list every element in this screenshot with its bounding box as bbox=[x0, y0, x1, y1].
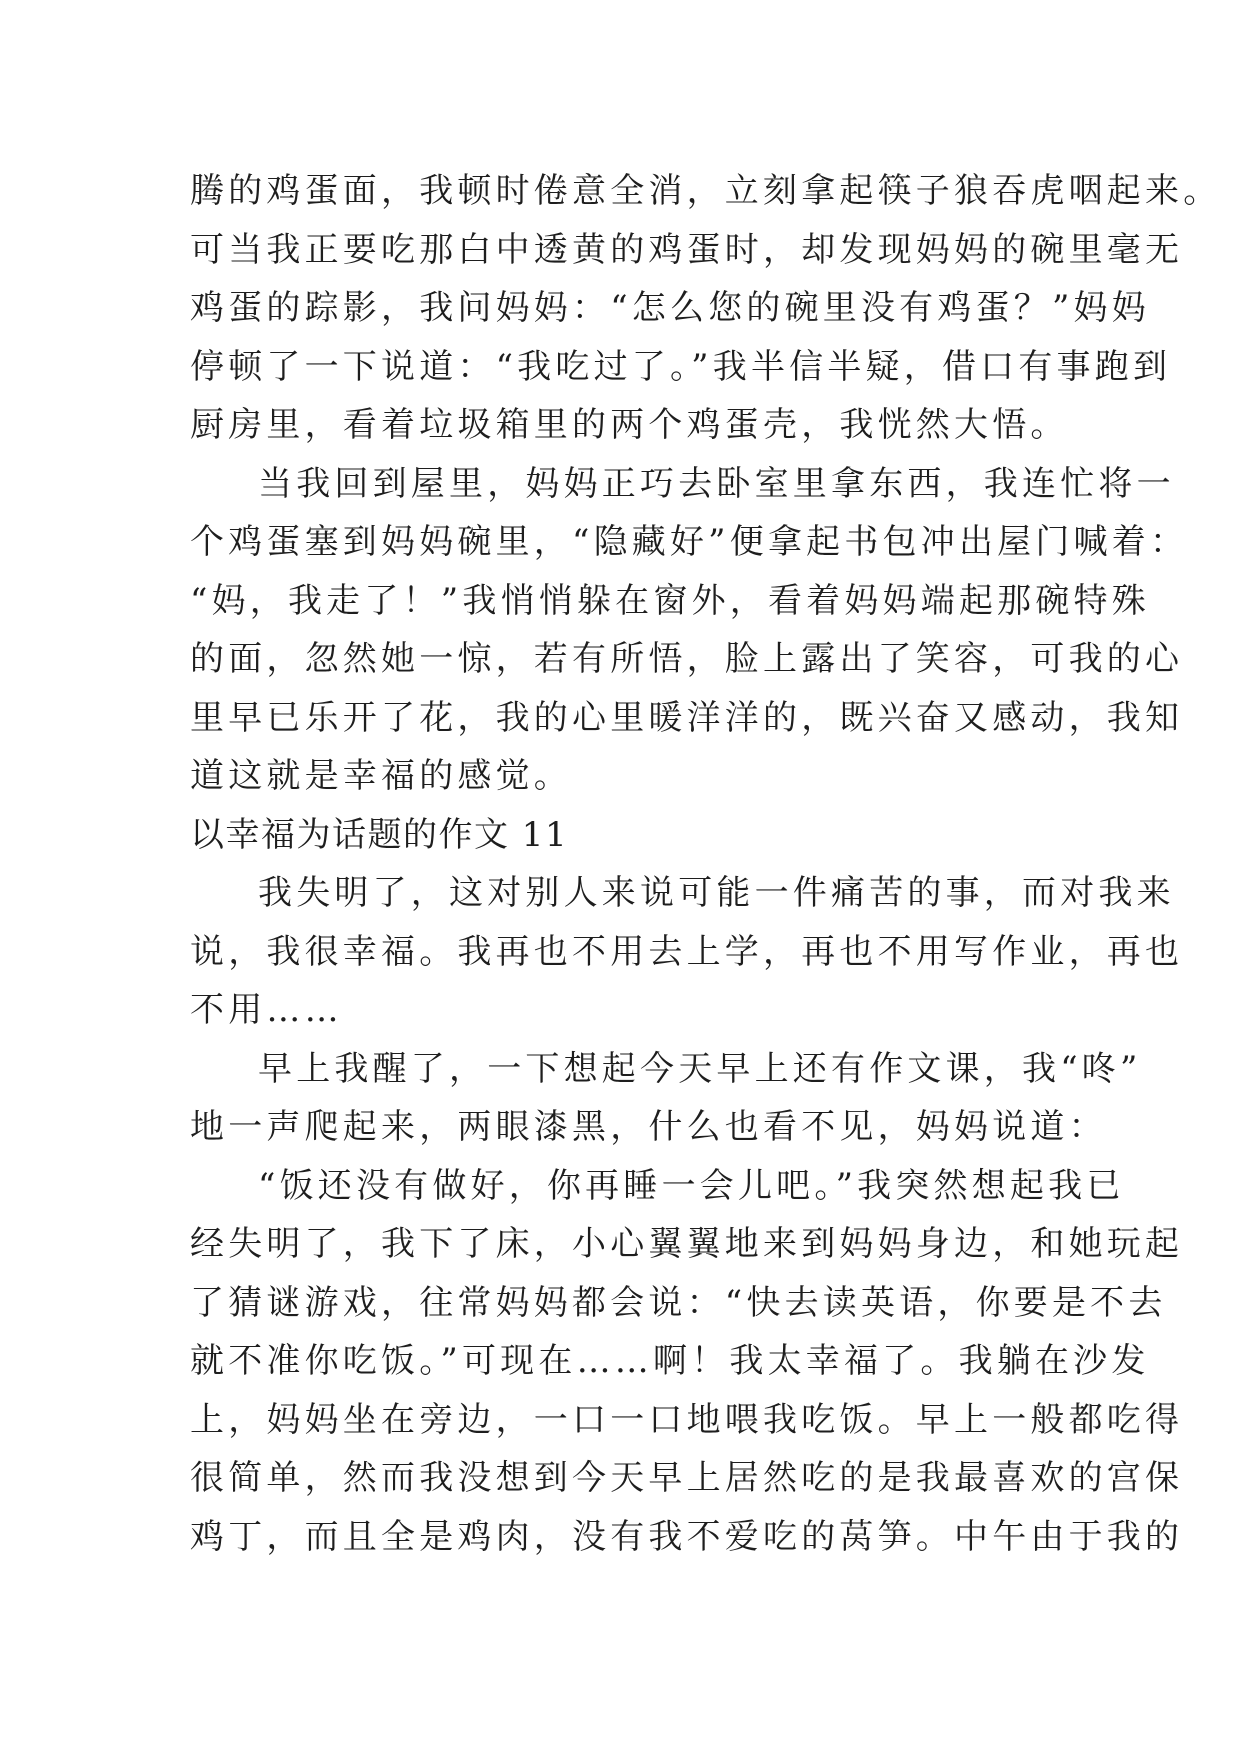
text-line: 说，我很幸福。我再也不用去上学，再也不用写作业，再也 bbox=[190, 931, 1184, 972]
paragraph-start-line: 早上我醒了，一下想起今天早上还有作文课，我“咚” bbox=[258, 1048, 1142, 1089]
text-line: 道这就是幸福的感觉。 bbox=[190, 756, 572, 796]
text-line: 了猜谜游戏，往常妈妈都会说：“快去读英语，你要是不去 bbox=[190, 1282, 1167, 1323]
text-line: 上，妈妈坐在旁边，一口一口地喂我吃饭。早上一般都吃得 bbox=[190, 1399, 1184, 1440]
text-line: 的面，忽然她一惊，若有所悟，脸上露出了笑容，可我的心 bbox=[190, 639, 1184, 679]
paragraph-start-line: “饭还没有做好，你再睡一会儿吧。”我突然想起我已 bbox=[258, 1165, 1125, 1206]
text-line: 厨房里，看着垃圾箱里的两个鸡蛋壳，我恍然大悟。 bbox=[190, 405, 1069, 445]
text-line: 经失明了，我下了床，小心翼翼地来到妈妈身边，和她玩起 bbox=[190, 1224, 1184, 1264]
text-line: 个鸡蛋塞到妈妈碗里，“隐藏好”便拿起书包冲出屋门喊着： bbox=[190, 522, 1189, 562]
text-line: 鸡蛋的踪影，我问妈妈：“怎么您的碗里没有鸡蛋？”妈妈 bbox=[190, 288, 1150, 328]
text-line: 就不准你吃饭。”可现在……啊！我太幸福了。我躺在沙发 bbox=[190, 1341, 1150, 1381]
paragraph-start-line: 我失明了，这对别人来说可能一件痛苦的事，而对我来 bbox=[258, 873, 1175, 913]
text-line: 不用…… bbox=[190, 990, 343, 1030]
text-line: “妈，我走了！”我悄悄躲在窗外，看着妈妈端起那碗特殊 bbox=[190, 580, 1150, 621]
text-line: 地一声爬起来，两眼漆黑，什么也看不见，妈妈说道： bbox=[190, 1107, 1107, 1147]
paragraph-start-line: 当我回到屋里，妈妈正巧去卧室里拿东西，我连忙将一 bbox=[258, 463, 1175, 504]
text-line: 停顿了一下说道：“我吃过了。”我半信半疑，借口有事跑到 bbox=[190, 346, 1172, 387]
document-body bbox=[190, 162, 1222, 1566]
text-line: 腾的鸡蛋面，我顿时倦意全消，立刻拿起筷子狼吞虎咽起来。 bbox=[190, 171, 1222, 211]
text-line: 很简单，然而我没想到今天早上居然吃的是我最喜欢的宫保 bbox=[190, 1458, 1184, 1498]
text-line: 可当我正要吃那白中透黄的鸡蛋时，却发现妈妈的碗里毫无 bbox=[190, 229, 1184, 270]
section-heading: 以幸福为话题的作文 11 bbox=[190, 814, 569, 855]
text-line: 鸡丁，而且全是鸡肉，没有我不爱吃的莴笋。中午由于我的 bbox=[190, 1516, 1184, 1557]
text-line: 里早已乐开了花，我的心里暖洋洋的，既兴奋又感动，我知 bbox=[190, 697, 1184, 738]
